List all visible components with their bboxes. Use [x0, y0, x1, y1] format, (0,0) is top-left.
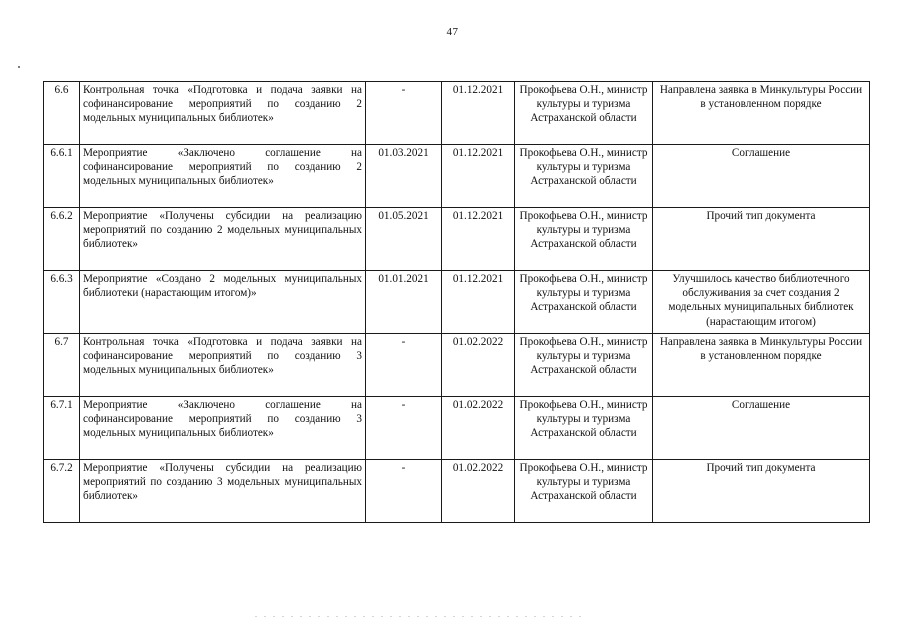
row-result: Соглашение — [653, 397, 870, 460]
row-start-date: 01.01.2021 — [366, 271, 442, 334]
row-name: Мероприятие «Заключено соглашение на софинансирование мероприятий по созданию 2 модельных муниципальных библиотек» — [80, 145, 366, 208]
table-row — [44, 82, 870, 145]
row-result: Улучшилось качество библиотечного обслуживания за счет создания 2 модельных муниципальных библиотек (нарастающим итогом) — [653, 271, 870, 334]
row-end-date: 01.12.2021 — [442, 145, 515, 208]
table-row — [44, 145, 870, 208]
row-start-date: - — [366, 82, 442, 145]
row-end-date: 01.02.2022 — [442, 460, 515, 523]
row-start-date: 01.05.2021 — [366, 208, 442, 271]
row-responsible: Прокофьева О.Н., министр культуры и туризма Астраханской области — [515, 397, 653, 460]
row-end-date: 01.02.2022 — [442, 334, 515, 397]
row-result: Направлена заявка в Минкультуры России в установленном порядке — [653, 82, 870, 145]
row-name: Мероприятие «Создано 2 модельных муниципальных библиотеки (нарастающим итогом)» — [80, 271, 366, 334]
row-start-date: - — [366, 334, 442, 397]
row-number: 6.7.1 — [44, 397, 80, 460]
row-name: Мероприятие «Заключено соглашение на софинансирование мероприятий по созданию 3 модельных муниципальных библиотек» — [80, 397, 366, 460]
row-responsible: Прокофьева О.Н., министр культуры и туризма Астраханской области — [515, 334, 653, 397]
row-number: 6.7 — [44, 334, 80, 397]
row-number: 6.6 — [44, 82, 80, 145]
row-number: 6.7.2 — [44, 460, 80, 523]
row-result: Прочий тип документа — [653, 460, 870, 523]
plan-table-body — [44, 82, 870, 523]
row-result: Направлена заявка в Минкультуры России в установленном порядке — [653, 334, 870, 397]
page-number: 47 — [446, 26, 459, 38]
row-end-date: 01.02.2022 — [442, 397, 515, 460]
row-result: Прочий тип документа — [653, 208, 870, 271]
row-number: 6.6.3 — [44, 271, 80, 334]
table-row — [44, 208, 870, 271]
row-result: Соглашение — [653, 145, 870, 208]
row-number: 6.6.1 — [44, 145, 80, 208]
row-responsible: Прокофьева О.Н., министр культуры и туризма Астраханской области — [515, 82, 653, 145]
row-start-date: - — [366, 397, 442, 460]
row-responsible: Прокофьева О.Н., министр культуры и туризма Астраханской области — [515, 145, 653, 208]
table-row — [44, 271, 870, 334]
row-name: Контрольная точка «Подготовка и подача заявки на софинансирование мероприятий по созданию 3 модельных муниципальных библиотек» — [80, 334, 366, 397]
plan-table — [43, 81, 870, 523]
row-number: 6.6.2 — [44, 208, 80, 271]
row-end-date: 01.12.2021 — [442, 271, 515, 334]
row-responsible: Прокофьева О.Н., министр культуры и туризма Астраханской области — [515, 208, 653, 271]
scan-speck — [18, 66, 20, 68]
table-row — [44, 460, 870, 523]
row-name: Мероприятие «Получены субсидии на реализацию мероприятий по созданию 3 модельных муниципальных библиотек» — [80, 460, 366, 523]
row-start-date: 01.03.2021 — [366, 145, 442, 208]
row-name: Мероприятие «Получены субсидии на реализацию мероприятий по созданию 2 модельных муниципальных библиотек» — [80, 208, 366, 271]
row-end-date: 01.12.2021 — [442, 208, 515, 271]
row-end-date: 01.12.2021 — [442, 82, 515, 145]
table-row — [44, 334, 870, 397]
row-responsible: Прокофьева О.Н., министр культуры и туризма Астраханской области — [515, 460, 653, 523]
row-name: Контрольная точка «Подготовка и подача заявки на софинансирование мероприятий по созданию 2 модельных муниципальных библиотек» — [80, 82, 366, 145]
row-start-date: - — [366, 460, 442, 523]
table-row — [44, 397, 870, 460]
row-responsible: Прокофьева О.Н., министр культуры и туризма Астраханской области — [515, 271, 653, 334]
scan-noise-line — [255, 616, 585, 617]
